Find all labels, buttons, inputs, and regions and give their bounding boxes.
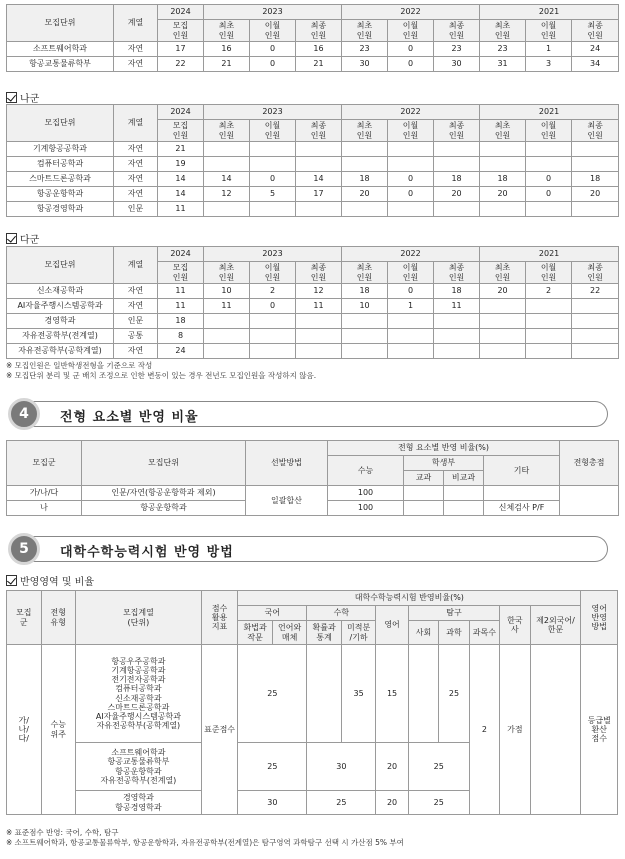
value-cell: 0 xyxy=(526,187,572,202)
header-year: 2021 xyxy=(480,105,619,120)
value-cell: 18 xyxy=(158,314,204,329)
header-carry: 이월 인원 xyxy=(388,120,434,142)
value-cell: 23 xyxy=(434,42,480,57)
value-cell xyxy=(480,157,526,172)
header-first: 최초 인원 xyxy=(204,120,250,142)
header-carry: 이월 인원 xyxy=(526,120,572,142)
value-cell: 자연 xyxy=(114,172,158,187)
value-cell: 11 xyxy=(296,299,342,314)
value-cell: 인문 xyxy=(114,314,158,329)
value-cell: 8 xyxy=(158,329,204,344)
value-cell xyxy=(250,157,296,172)
header-track: 계열 xyxy=(114,247,158,284)
table-row xyxy=(7,299,619,314)
value-cell xyxy=(434,344,480,359)
unit-cell: 자유전공학부(전계열) xyxy=(7,329,114,344)
value-cell xyxy=(342,202,388,217)
header-year: 2023 xyxy=(204,5,342,20)
unit-cell: 경영학과 xyxy=(7,314,114,329)
table-row xyxy=(7,172,619,187)
header-carry: 이월 인원 xyxy=(250,20,296,42)
header-year: 2023 xyxy=(204,247,342,262)
header-year: 2024 xyxy=(158,247,204,262)
value-cell: 30 xyxy=(342,57,388,72)
value-cell: 0 xyxy=(250,42,296,57)
header-track: 계열 xyxy=(114,105,158,142)
ratio-table: 모집군 모집단위 선발방법 전형 요소별 반영 비율(%) 전형총점 수능 학생부 기타 교과 비교과 가/나/다 인문/자연(항공운항학과 제외) 일괄합산 100 나 항공운항학과 100 신체검사 P/F xyxy=(6,440,618,516)
section-5-label: 반영영역 및 비율 xyxy=(6,573,94,588)
value-cell: 0 xyxy=(388,172,434,187)
unit-cell: 항공운항학과 xyxy=(7,187,114,202)
value-cell: 0 xyxy=(388,187,434,202)
header-year: 2023 xyxy=(204,105,342,120)
value-cell: 17 xyxy=(296,187,342,202)
header-first: 최초 인원 xyxy=(204,262,250,284)
value-cell: 자연 xyxy=(114,284,158,299)
section-5-banner xyxy=(8,533,608,565)
value-cell xyxy=(526,202,572,217)
value-cell xyxy=(388,142,434,157)
value-cell xyxy=(204,142,250,157)
group-label-da: 다군 xyxy=(6,231,39,246)
header-final: 최종 인원 xyxy=(296,262,342,284)
value-cell: 0 xyxy=(250,299,296,314)
header-final: 최종 인원 xyxy=(296,20,342,42)
value-cell: 자연 xyxy=(114,344,158,359)
value-cell: 34 xyxy=(572,57,619,72)
unit-cell: 자유전공학부(공학계열) xyxy=(7,344,114,359)
value-cell: 21 xyxy=(296,57,342,72)
value-cell: 22 xyxy=(158,57,204,72)
value-cell: 24 xyxy=(158,344,204,359)
header-unit: 모집단위 xyxy=(7,247,114,284)
value-cell: 11 xyxy=(434,299,480,314)
value-cell xyxy=(204,157,250,172)
checkbox-icon xyxy=(6,575,17,586)
header-recruit: 모집 인원 xyxy=(158,120,204,142)
value-cell: 18 xyxy=(342,172,388,187)
table-row xyxy=(7,157,619,172)
value-cell xyxy=(572,329,619,344)
section-title: 전형 요소별 반영 비율 xyxy=(60,410,199,425)
value-cell: 11 xyxy=(158,284,204,299)
section-number: 4 xyxy=(8,398,40,430)
value-cell: 인문 xyxy=(114,202,158,217)
value-cell: 18 xyxy=(434,172,480,187)
table-row xyxy=(7,142,619,157)
header-final: 최종 인원 xyxy=(572,20,619,42)
value-cell: 0 xyxy=(250,172,296,187)
unit-cell: 항공교통물류학부 xyxy=(7,57,114,72)
unit-cell: 신소재공학과 xyxy=(7,284,114,299)
value-cell: 자연 xyxy=(114,57,158,72)
group-label-na: 나군 xyxy=(6,90,39,105)
value-cell: 11 xyxy=(158,299,204,314)
header-year: 2022 xyxy=(342,105,480,120)
value-cell xyxy=(342,344,388,359)
value-cell: 23 xyxy=(480,42,526,57)
value-cell xyxy=(296,157,342,172)
value-cell: 18 xyxy=(434,284,480,299)
header-year: 2024 xyxy=(158,5,204,20)
value-cell: 2 xyxy=(526,284,572,299)
value-cell: 자연 xyxy=(114,42,158,57)
value-cell xyxy=(434,202,480,217)
header-first: 최초 인원 xyxy=(342,262,388,284)
unit-cell: 소프트웨어학과 xyxy=(7,42,114,57)
table-row xyxy=(7,314,619,329)
table-row xyxy=(7,284,619,299)
value-cell xyxy=(572,202,619,217)
notes-1: ※ 모집인원은 일반학생전형을 기준으로 작성 ※ 모집단위 분리 및 군 배치 조정으로 인한 변동이 있는 경우 전년도 모집인원을 작성하지 않음. xyxy=(6,361,317,380)
value-cell: 10 xyxy=(204,284,250,299)
value-cell xyxy=(250,329,296,344)
header-first: 최초 인원 xyxy=(342,120,388,142)
unit-cell: 스마트드론공학과 xyxy=(7,172,114,187)
unit-cell: 컴퓨터공학과 xyxy=(7,157,114,172)
value-cell: 21 xyxy=(158,142,204,157)
suneung-table: 모집 군 전형 유형 모집계열 (단위) 점수 활용 지표 대학수학능력시험 반영비율(%) 영어 반영 방법 국어 수학 영어 탐구 한국 사 제2외국어/ 한문 화법과 작문 언어와 매체 확률과 통계 미적분 /기하 사회 과학 과목수 가/ 나/ 다/ 수능 위주 항공우주공학과 기계항공공학과 전기전자공학과 컴퓨터공학과 신소재공학과 스마트드론공학과 AI자율주행시스템공학과 자유전공학부(공학계열) 표준점수 25 35 15 25 2 가점 등급별 환산 점수 소프트웨어학과 항공교통물류학부 항공운항학과 자유전공학부(전계열) 25 30 20 25 경영학과 항공경영학과 30 25 20 25 xyxy=(6,590,618,815)
value-cell: 0 xyxy=(250,57,296,72)
value-cell: 0 xyxy=(388,284,434,299)
header-unit: 모집단위 xyxy=(7,105,114,142)
value-cell xyxy=(204,329,250,344)
value-cell: 10 xyxy=(342,299,388,314)
header-carry: 이월 인원 xyxy=(388,262,434,284)
value-cell: 0 xyxy=(526,172,572,187)
unit-cell: 항공경영학과 xyxy=(7,202,114,217)
value-cell xyxy=(296,142,342,157)
value-cell xyxy=(342,329,388,344)
value-cell: 20 xyxy=(434,187,480,202)
value-cell xyxy=(480,329,526,344)
value-cell xyxy=(572,344,619,359)
value-cell: 20 xyxy=(572,187,619,202)
value-cell: 18 xyxy=(342,284,388,299)
value-cell: 2 xyxy=(250,284,296,299)
value-cell xyxy=(296,344,342,359)
value-cell xyxy=(342,157,388,172)
value-cell xyxy=(526,142,572,157)
value-cell xyxy=(480,344,526,359)
header-final: 최종 인원 xyxy=(572,120,619,142)
value-cell xyxy=(572,314,619,329)
checkbox-icon xyxy=(6,233,17,244)
checkbox-icon xyxy=(6,92,17,103)
value-cell xyxy=(572,157,619,172)
header-final: 최종 인원 xyxy=(572,262,619,284)
value-cell xyxy=(250,314,296,329)
table-row xyxy=(7,57,619,72)
value-cell: 14 xyxy=(158,187,204,202)
value-cell xyxy=(388,202,434,217)
value-cell: 14 xyxy=(158,172,204,187)
header-final: 최종 인원 xyxy=(296,120,342,142)
value-cell: 12 xyxy=(204,187,250,202)
value-cell xyxy=(204,314,250,329)
value-cell xyxy=(434,142,480,157)
header-carry: 이월 인원 xyxy=(526,262,572,284)
value-cell: 16 xyxy=(296,42,342,57)
value-cell: 3 xyxy=(526,57,572,72)
header-carry: 이월 인원 xyxy=(250,262,296,284)
value-cell: 0 xyxy=(388,42,434,57)
header-recruit: 모집 인원 xyxy=(158,20,204,42)
value-cell xyxy=(480,202,526,217)
value-cell xyxy=(434,314,480,329)
value-cell: 30 xyxy=(434,57,480,72)
header-first: 최초 인원 xyxy=(480,262,526,284)
value-cell xyxy=(250,142,296,157)
section-title: 대학수학능력시험 반영 방법 xyxy=(60,545,234,560)
value-cell xyxy=(526,314,572,329)
value-cell: 0 xyxy=(388,57,434,72)
header-year: 2022 xyxy=(342,5,480,20)
header-final: 최종 인원 xyxy=(434,20,480,42)
header-final: 최종 인원 xyxy=(434,262,480,284)
value-cell: 22 xyxy=(572,284,619,299)
value-cell xyxy=(480,299,526,314)
unit-cell: AI자율주행시스템공학과 xyxy=(7,299,114,314)
value-cell xyxy=(296,202,342,217)
value-cell: 12 xyxy=(296,284,342,299)
value-cell xyxy=(480,314,526,329)
value-cell xyxy=(388,314,434,329)
value-cell: 17 xyxy=(158,42,204,57)
value-cell: 18 xyxy=(480,172,526,187)
value-cell xyxy=(250,344,296,359)
value-cell: 5 xyxy=(250,187,296,202)
value-cell xyxy=(296,329,342,344)
table-row xyxy=(7,344,619,359)
value-cell xyxy=(388,344,434,359)
header-year: 2024 xyxy=(158,105,204,120)
value-cell: 자연 xyxy=(114,187,158,202)
value-cell: 20 xyxy=(480,187,526,202)
value-cell: 24 xyxy=(572,42,619,57)
value-cell xyxy=(342,314,388,329)
header-first: 최초 인원 xyxy=(480,20,526,42)
section-4-banner xyxy=(8,398,608,430)
value-cell xyxy=(250,202,296,217)
header-year: 2021 xyxy=(480,247,619,262)
unit-cell: 기계항공공학과 xyxy=(7,142,114,157)
header-final: 최종 인원 xyxy=(434,120,480,142)
header-recruit: 모집 인원 xyxy=(158,262,204,284)
value-cell: 23 xyxy=(342,42,388,57)
notes-2: ※ 표준점수 반영: 국어, 수학, 탐구 ※ 소프트웨어학과, 항공교통물류학부, 항공운항학과, 자유전공학부(전계열)은 탐구영역 과학탐구 선택 시 가산점 5% 부여 xyxy=(6,828,404,847)
value-cell: 18 xyxy=(572,172,619,187)
value-cell xyxy=(388,329,434,344)
value-cell: 16 xyxy=(204,42,250,57)
header-carry: 이월 인원 xyxy=(250,120,296,142)
value-cell xyxy=(526,344,572,359)
table-row xyxy=(7,202,619,217)
section-number: 5 xyxy=(8,533,40,565)
value-cell xyxy=(526,329,572,344)
admission-table-1 xyxy=(6,4,618,72)
value-cell: 14 xyxy=(204,172,250,187)
value-cell: 1 xyxy=(526,42,572,57)
value-cell xyxy=(526,299,572,314)
value-cell xyxy=(204,344,250,359)
header-year: 2021 xyxy=(480,5,619,20)
value-cell: 1 xyxy=(388,299,434,314)
value-cell xyxy=(434,329,480,344)
admission-table-2 xyxy=(6,104,618,217)
value-cell: 자연 xyxy=(114,299,158,314)
value-cell: 31 xyxy=(480,57,526,72)
table-row xyxy=(7,187,619,202)
header-first: 최초 인원 xyxy=(342,20,388,42)
value-cell xyxy=(204,202,250,217)
value-cell xyxy=(572,142,619,157)
header-first: 최초 인원 xyxy=(480,120,526,142)
admission-table-3 xyxy=(6,246,618,359)
value-cell: 공통 xyxy=(114,329,158,344)
value-cell: 자연 xyxy=(114,142,158,157)
value-cell xyxy=(388,157,434,172)
value-cell: 21 xyxy=(204,57,250,72)
value-cell: 자연 xyxy=(114,157,158,172)
value-cell: 11 xyxy=(158,202,204,217)
header-track: 계열 xyxy=(114,5,158,42)
value-cell: 14 xyxy=(296,172,342,187)
header-carry: 이월 인원 xyxy=(388,20,434,42)
value-cell xyxy=(572,299,619,314)
value-cell: 19 xyxy=(158,157,204,172)
header-carry: 이월 인원 xyxy=(526,20,572,42)
value-cell xyxy=(480,142,526,157)
header-first: 최초 인원 xyxy=(204,20,250,42)
value-cell: 11 xyxy=(204,299,250,314)
header-year: 2022 xyxy=(342,247,480,262)
table-row xyxy=(7,42,619,57)
value-cell xyxy=(526,157,572,172)
value-cell: 20 xyxy=(342,187,388,202)
value-cell: 20 xyxy=(480,284,526,299)
header-unit: 모집단위 xyxy=(7,5,114,42)
value-cell xyxy=(296,314,342,329)
value-cell xyxy=(434,157,480,172)
table-row xyxy=(7,329,619,344)
value-cell xyxy=(342,142,388,157)
